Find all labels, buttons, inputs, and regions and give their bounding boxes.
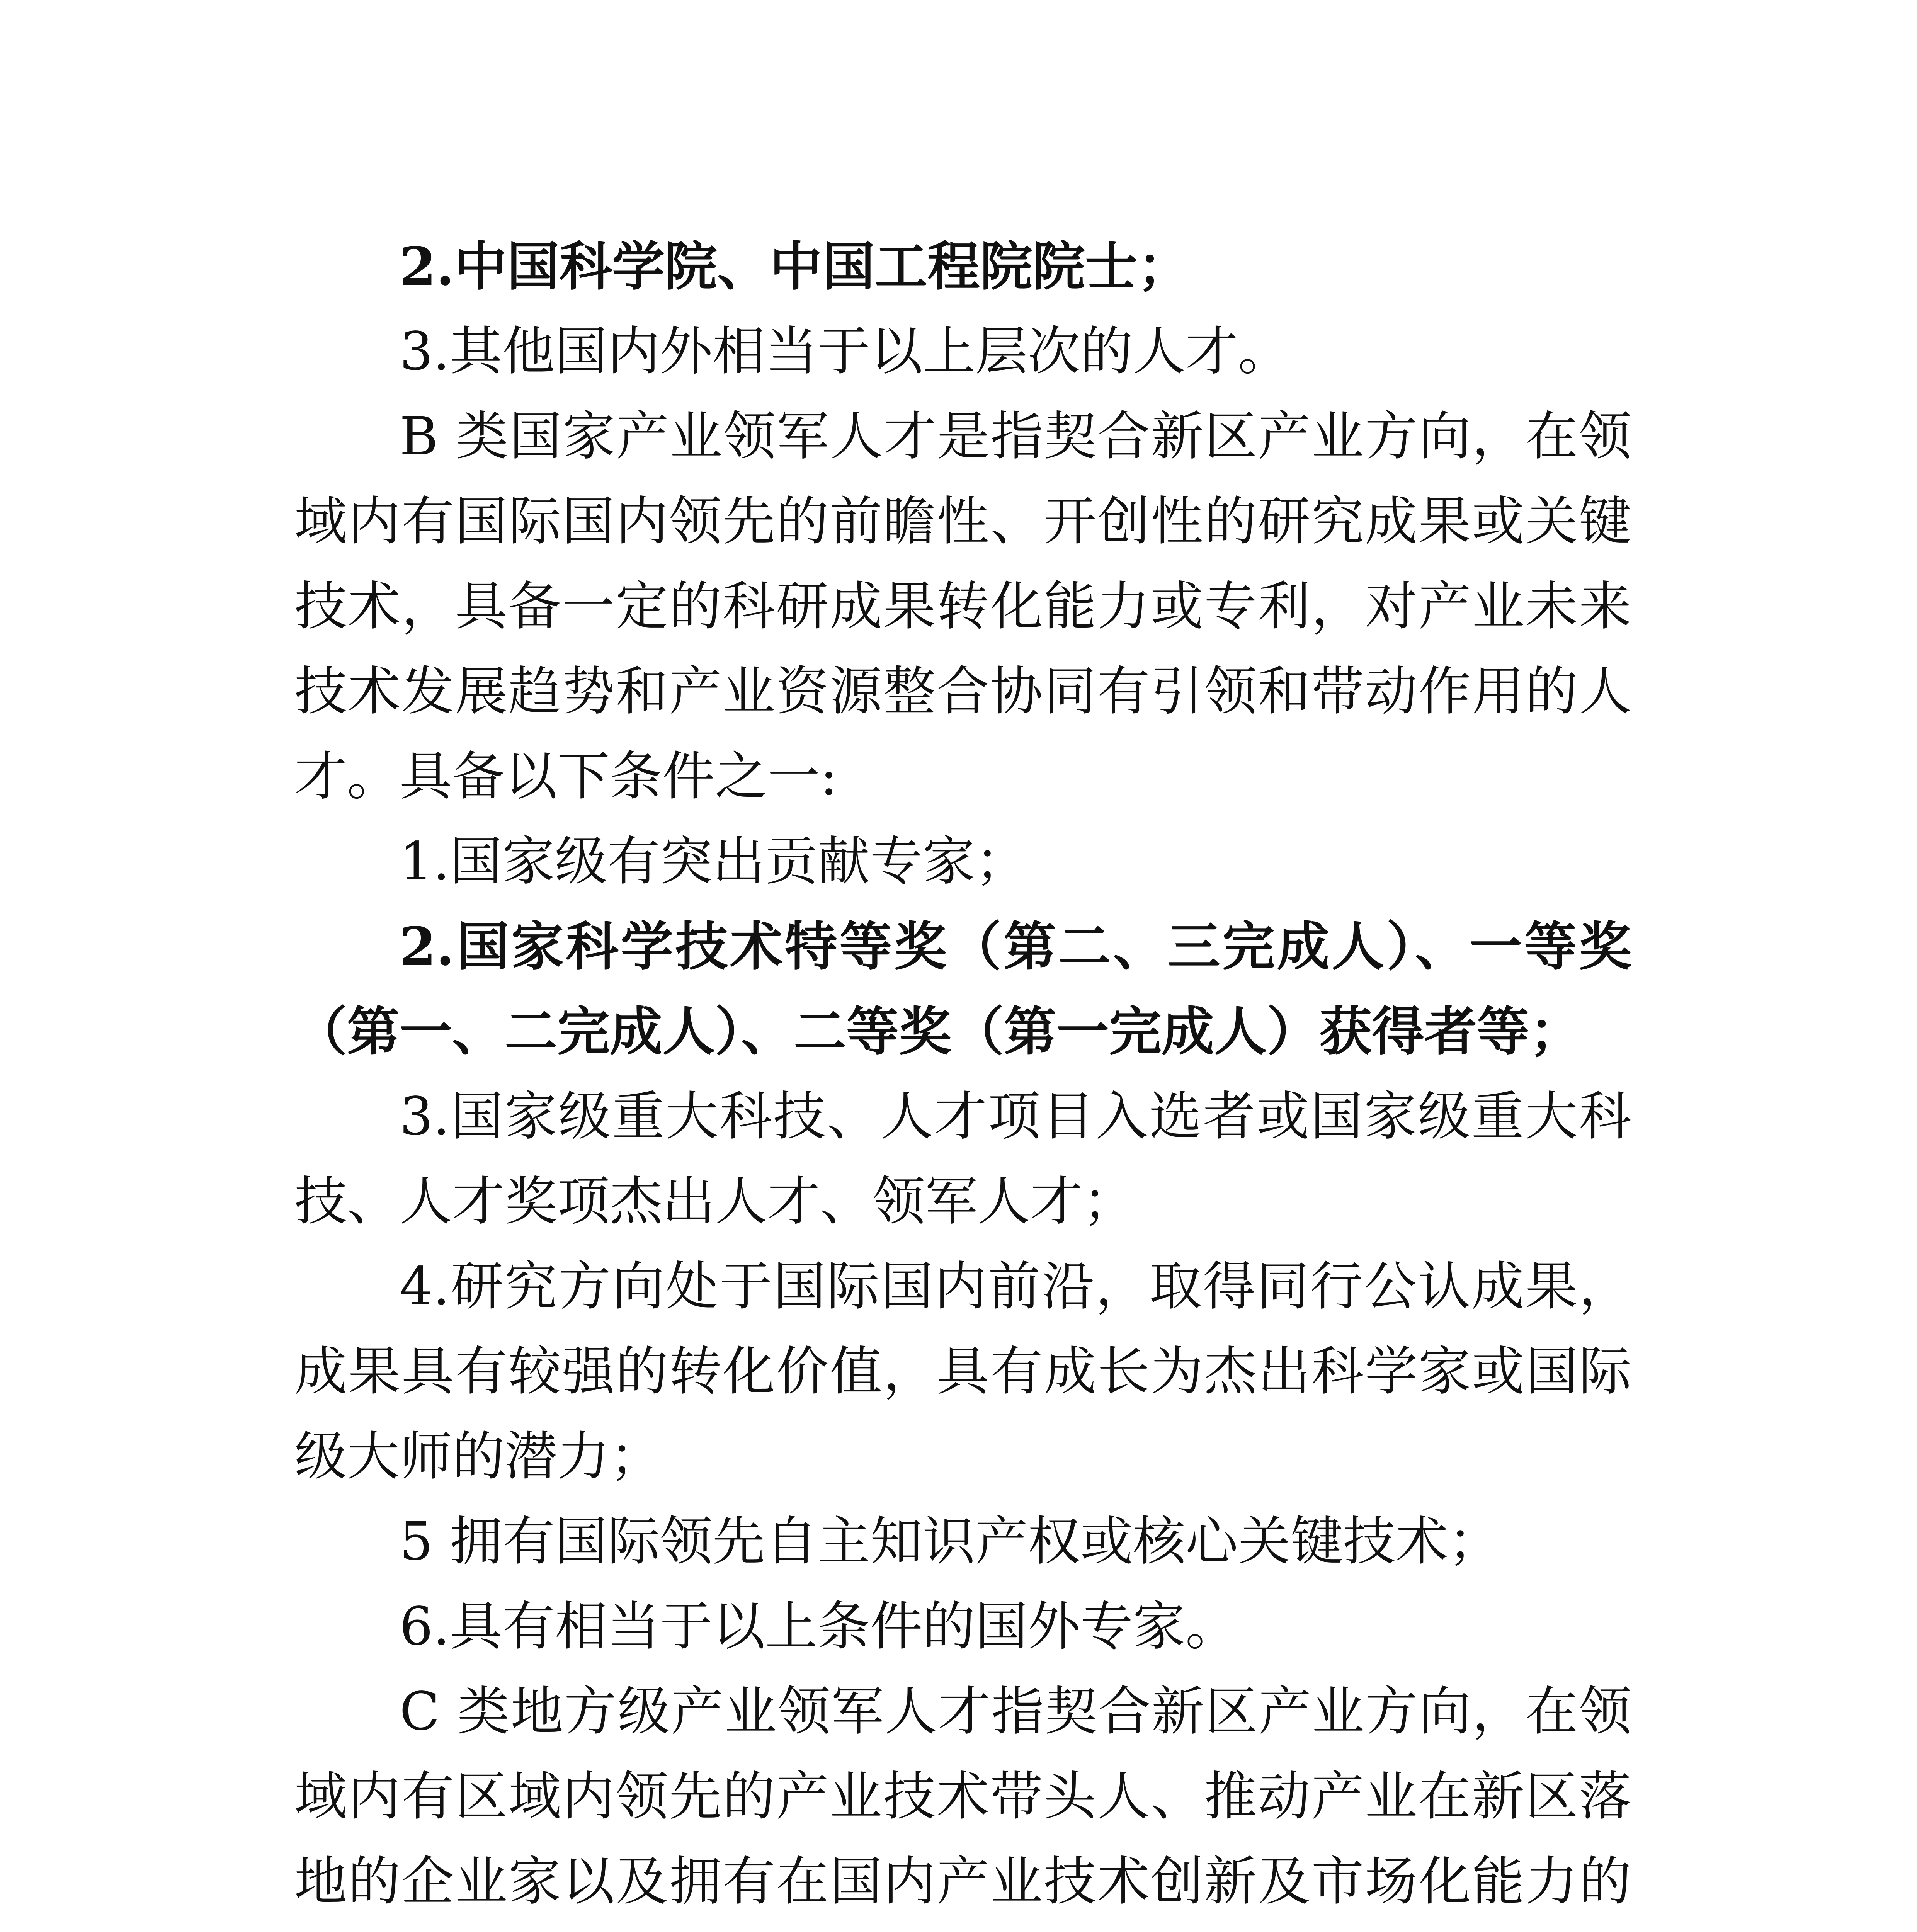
paragraph-a-item-2: 2.中国科学院、中国工程院院士；	[400, 236, 1190, 298]
paragraph-c-category-intro: C 类地方级产业领军人才指契合新区产业方向，在领域内有区域内领先的产业技术带头人、推动产业在新区落地的企业家以及拥有在国内产业技术创新及市场化能力的	[294, 1681, 1631, 1912]
paragraph-b-item-5: 5 拥有国际领先自主知识产权或核心关键技术；	[400, 1511, 1501, 1572]
paragraph-b-item-3: 3.国家级重大科技、人才项目入选者或国家级重大科技、人才奖项杰出人才、领军人才；	[294, 1086, 1631, 1232]
paragraph-b-item-2: 2.国家科学技术特等奖（第二、三完成人）、一等奖（第一、二完成人）、二等奖（第一完成人）获得者等；	[294, 916, 1631, 1063]
paragraph-b-item-1: 1.国家级有突出贡献专家；	[400, 831, 1028, 892]
paragraph-a-item-3: 3.其他国内外相当于以上层次的人才。	[400, 321, 1291, 382]
paragraph-b-item-6: 6.具有相当于以上条件的国外专家。	[400, 1596, 1238, 1657]
paragraph-b-item-4: 4.研究方向处于国际国内前沿，取得同行公认成果，成果具有较强的转化价值，具有成长为杰出科学家或国际级大师的潜力；	[294, 1256, 1631, 1487]
document-body	[294, 224, 1631, 1932]
paragraph-b-category-intro: B 类国家产业领军人才是指契合新区产业方向，在领域内有国际国内领先的前瞻性、开创性的研究成果或关键技术，具备一定的科研成果转化能力或专利，对产业未来技术发展趋势和产业资源整合协同有引领和带动作用的人才。具备以下条件之一:	[294, 406, 1631, 807]
